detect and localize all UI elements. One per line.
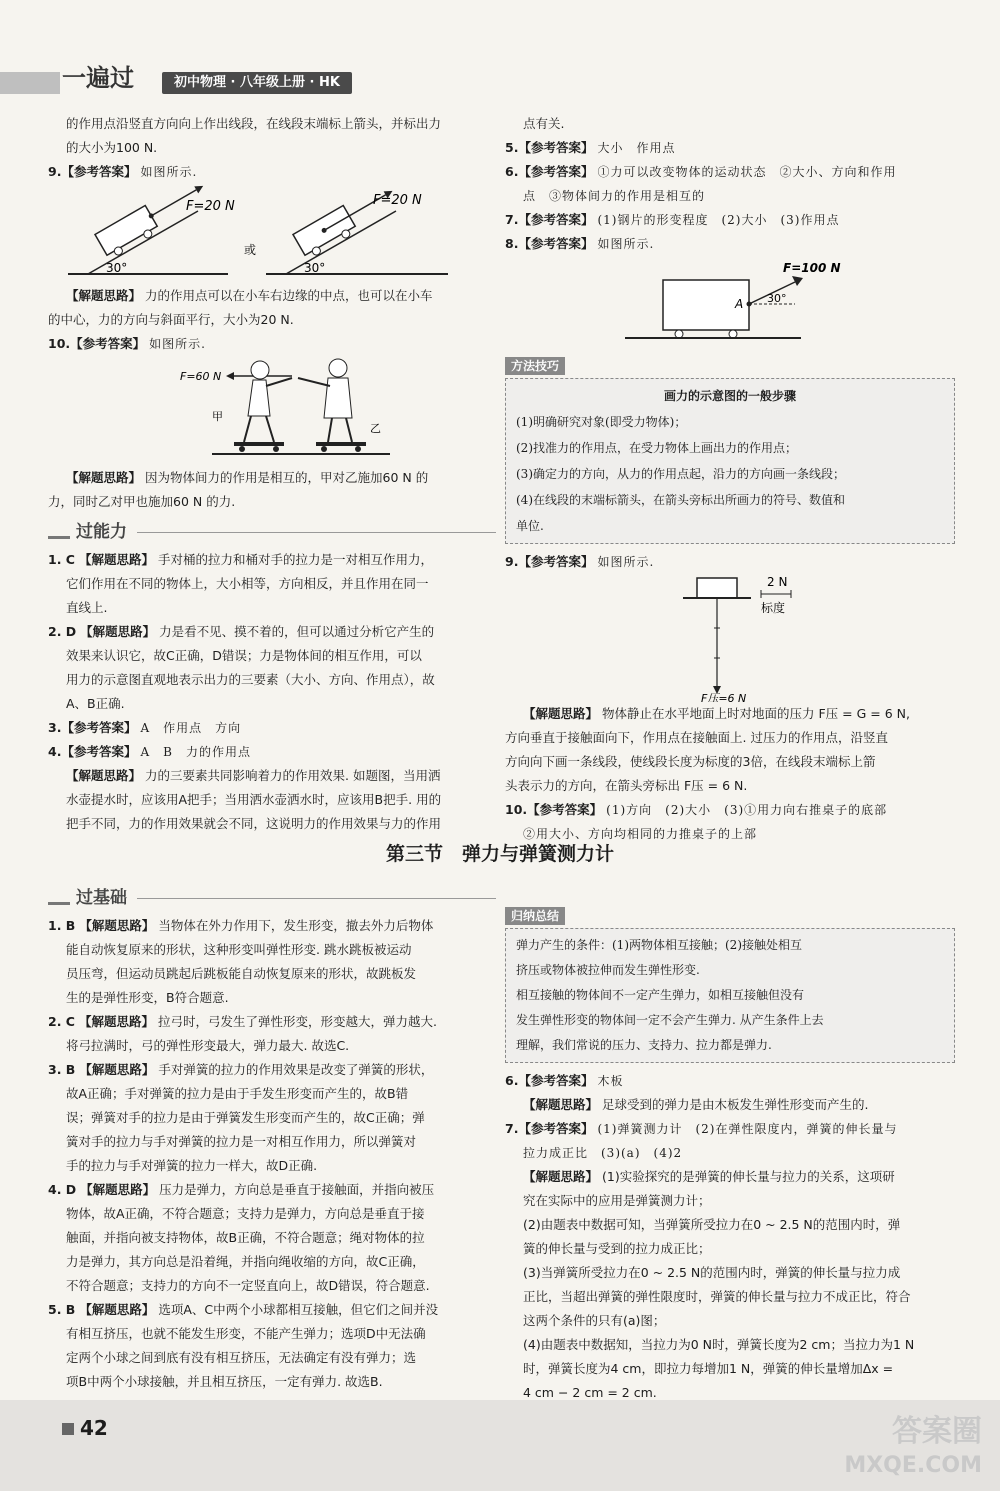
text-line: 这两个条件的只有(a)图；: [523, 1313, 666, 1328]
answer-tag: 【参考答案】: [61, 744, 137, 759]
answer-tag: 【参考答案】: [518, 1073, 594, 1088]
text-line: 点有关.: [523, 116, 565, 131]
figure-label: 2 N: [767, 575, 788, 589]
figure-label: F=20 N: [373, 193, 422, 208]
figure-9-pressure: [505, 574, 955, 702]
analysis-tag: 【解题思路】: [523, 706, 599, 721]
analysis-text: 手对桶的拉力和桶对手的拉力是一对相互作用力，: [157, 552, 433, 567]
analysis-tag: 【解题思路】: [66, 470, 142, 485]
analysis-text: 力是看不见、摸不着的，但可以通过分析它产生的: [159, 624, 435, 639]
tips-item: 单位.: [516, 519, 544, 533]
text-line: 能自动恢复原来的形状，这种形变叫弹性形变. 跳水跳板被运动: [66, 942, 412, 957]
answer-tag: 【参考答案】: [61, 164, 137, 179]
figure-label: 或: [244, 243, 257, 257]
question-number: 2. D: [48, 624, 77, 639]
tips-item: (1)明确研究对象(即受力物体)；: [516, 415, 687, 429]
answer-text: A 作用点 方向: [140, 721, 242, 735]
analysis-tag: 【解题思路】: [523, 1097, 599, 1112]
section-title: 第三节 弹力与弹簧测力计: [385, 843, 614, 865]
figure-8-box: [505, 256, 955, 348]
analysis-tag: 【解题思路】: [79, 1302, 155, 1317]
answer-text: (1)弹簧测力计 (2)在弹性限度内，弹簧的伸长量与: [597, 1122, 898, 1136]
brand-logo: 一遍过: [62, 63, 134, 92]
answer-text: ①力可以改变物体的运动状态 ②大小、方向和作用: [597, 165, 897, 179]
section-heading: 过能力: [48, 520, 496, 544]
answer-tag: 【参考答案】: [518, 1121, 594, 1136]
figure-9-carts: [48, 184, 496, 284]
figure-label: F=100 N: [783, 261, 841, 275]
question-number: 1. B: [48, 918, 76, 933]
figure-label: 乙: [370, 422, 381, 435]
question-number: 5.: [505, 140, 519, 155]
tips-box: [505, 378, 955, 544]
text-line: 4 cm − 2 cm = 2 cm.: [523, 1385, 657, 1400]
figure-label: F=60 N: [180, 370, 222, 383]
text-line: 员压弯，但运动员跳起后跳板能自动恢复原来的形状，故跳板发: [66, 966, 417, 981]
text-line: 它们作用在不同的物体上，大小相等，方向相反，并且作用在同一: [66, 576, 429, 591]
question-number: 9.: [505, 554, 519, 569]
text-line: 方向向下画一条线段，使线段长度为标度的3倍，在线段末端标上箭: [505, 754, 876, 769]
answer-text: 如图所示.: [597, 237, 655, 251]
answer-tag: 【参考答案】: [518, 212, 594, 227]
summary-box: [505, 928, 955, 1063]
header-bar: [0, 72, 60, 94]
analysis-text: 压力是弹力，方向总是垂直于接触面，并指向被压: [159, 1182, 435, 1197]
text-line: 究在实际中的应用是弹簧测力计；: [523, 1193, 711, 1208]
right-column: [505, 116, 955, 846]
answer-tag: 【参考答案】: [527, 802, 603, 817]
text-line: 方向垂直于接触面向下，作用点在接触面上. 过压力的作用点，沿竖直: [505, 730, 888, 745]
text-line: 时，弹簧长度为4 cm，即拉力每增加1 N，弹簧的伸长量增加Δx =: [523, 1361, 894, 1376]
question-number: 4.: [48, 744, 62, 759]
analysis-tag: 【解题思路】: [66, 288, 142, 303]
summary-line: 相互接触的物体间不一定产生弹力，如相互接触但没有: [516, 988, 805, 1002]
page-header: [0, 62, 1000, 102]
text-line: 生的是弹性形变，B符合题意.: [66, 990, 229, 1005]
text-line: (2)由题表中数据可知，当弹簧所受拉力在0 ~ 2.5 N的范围内时，弹: [523, 1217, 901, 1232]
analysis-text: 足球受到的弹力是由木板发生弹性形变而产生的.: [602, 1097, 869, 1112]
text-line: 有相互挤压，也就不能发生形变，不能产生弹力；选项D中无法确: [66, 1326, 426, 1341]
text-line: (4)由题表中数据知，当拉力为0 N时，弹簧长度为2 cm；当拉力为1 N: [523, 1337, 915, 1352]
page-number: 42: [62, 1416, 108, 1440]
text-line: 效果来认识它，故C正确，D错误；力是物体间的相互作用，可以: [66, 648, 422, 663]
figure-label: A: [735, 297, 744, 311]
analysis-text: 手对弹簧的拉力的作用效果是改变了弹簧的形状，: [158, 1062, 434, 1077]
analysis-tag: 【解题思路】: [79, 1062, 155, 1077]
analysis-text: 拉弓时，弓发生了弹性形变，形变越大，弹力越大.: [157, 1014, 437, 1029]
analysis-tag: 【解题思路】: [80, 624, 156, 639]
figure-label: F压=6 N: [701, 692, 747, 702]
answer-tag: 【参考答案】: [70, 336, 146, 351]
text-line: 直线上.: [66, 600, 108, 615]
right-column-2: [505, 904, 955, 1453]
figure-label: 30°: [767, 292, 787, 305]
summary-line: 发生弹性形变的物体间一定不会产生弹力. 从产生条件上去: [516, 1013, 824, 1027]
text-line: 点 ③物体间力的作用是相互的: [523, 189, 706, 203]
text-line: 项B中两个小球接触，并且相互挤压，一定有弹力. 故选B.: [66, 1374, 383, 1389]
text-line: 定两个小球之间到底有没有相互挤压，无法确定有没有弹力；选: [66, 1350, 417, 1365]
text-line: 正比，当超出弹簧的弹性限度时，弹簧的伸长量与拉力不成正比，符合: [523, 1289, 911, 1304]
text-line: 手的拉力与手对弹簧的拉力一样大，故D正确.: [66, 1158, 318, 1173]
analysis-tag: 【解题思路】: [78, 1014, 154, 1029]
answer-text: (1)钢片的形变程度 (2)大小 (3)作用点: [597, 213, 840, 227]
text-line: 物体，故A正确，不符合题意；支持力是弹力，方向总是垂直于接: [66, 1206, 425, 1221]
analysis-tag: 【解题思路】: [80, 1182, 156, 1197]
answer-text: (1)方向 (2)大小 (3)①用力向右推桌子的底部: [606, 803, 888, 817]
question-number: 5. B: [48, 1302, 76, 1317]
figure-label: 甲: [212, 410, 223, 423]
question-number: 10.: [505, 802, 528, 817]
analysis-text: 物体静止在水平地面上时对地面的压力 F压 = G = 6 N,: [602, 706, 910, 721]
answer-text: 如图所示.: [597, 555, 655, 569]
section-heading: 过基础: [48, 886, 496, 910]
figure-label: 30°: [304, 261, 326, 275]
analysis-text: 力的作用点可以在小车右边缘的中点，也可以在小车: [145, 288, 433, 303]
question-number: 2. C: [48, 1014, 75, 1029]
text-line: 水壶提水时，应该用A把手；当用洒水壶洒水时，应该用B把手. 用的: [66, 792, 442, 807]
figure-label: 标度: [761, 601, 786, 615]
text-line: 头表示力的方向，在箭头旁标出 F压 = 6 N.: [505, 778, 748, 793]
figure-10-skaters: [48, 356, 496, 466]
answer-tag: 【参考答案】: [518, 554, 594, 569]
text-line: 力，同时乙对甲也施加60 N 的力.: [48, 494, 236, 509]
tips-item: (3)确定力的方向，从力的作用点起，沿力的方向画一条线段；: [516, 467, 846, 481]
text-line: 的作用点沿竖直方向向上作出线段，在线段末端标上箭头，并标出力: [66, 116, 442, 131]
analysis-tag: 【解题思路】: [78, 552, 154, 567]
text-line: ②用大小、方向均相同的力推桌子的上部: [523, 827, 758, 841]
text-line: 的中心，力的方向与斜面平行，大小为20 N.: [48, 312, 294, 327]
figure-label: 30°: [106, 261, 128, 275]
question-number: 3. B: [48, 1062, 76, 1077]
summary-line: 理解，我们常说的压力、支持力、拉力都是弹力.: [516, 1038, 772, 1052]
question-number: 6.: [505, 164, 519, 179]
figure-label: F=20 N: [186, 199, 235, 214]
answer-text: 如图所示.: [140, 165, 198, 179]
analysis-text: 因为物体间力的作用是相互的，甲对乙施加60 N 的: [145, 470, 429, 485]
answer-tag: 【参考答案】: [61, 720, 137, 735]
left-column-2: [48, 880, 496, 1394]
text-line: 力是弹力，其方向总是沿着绳，并指向绳收缩的方向，故C正确，: [66, 1254, 425, 1269]
analysis-text: 力的三要素共同影响着力的作用效果. 如题图，当用洒: [145, 768, 441, 783]
analysis-tag: 【解题思路】: [79, 918, 155, 933]
analysis-tag: 【解题思路】: [523, 1169, 599, 1184]
analysis-text: 当物体在外力作用下，发生形变，撤去外力后物体: [158, 918, 434, 933]
tips-title: 画力的示意图的一般步骤: [663, 389, 796, 403]
series-label: 初中物理 · 八年级上册 · HK: [162, 72, 352, 94]
tips-item: (4)在线段的末端标箭头，在箭头旁标出所画力的符号、数值和: [516, 493, 846, 507]
analysis-text: (1)实验探究的是弹簧的伸长量与拉力的关系，这项研: [602, 1169, 895, 1184]
answer-text: A B 力的作用点: [140, 745, 251, 759]
text-line: 故A正确；手对弹簧的拉力是由于手发生形变而产生的，故B错: [66, 1086, 409, 1101]
text-line: 将弓拉满时，弓的弹性形变最大，弹力最大. 故选C.: [66, 1038, 350, 1053]
question-number: 6.: [505, 1073, 519, 1088]
question-number: 9.: [48, 164, 62, 179]
summary-line: 挤压或物体被拉伸而发生弹性形变.: [516, 963, 700, 977]
question-number: 7.: [505, 212, 519, 227]
watermark: 答案圈 MXQE.COM: [844, 1414, 982, 1478]
text-line: 簧的伸长量与受到的拉力成正比；: [523, 1241, 711, 1256]
text-line: (3)当弹簧所受拉力在0 ~ 2.5 N的范围内时，弹簧的伸长量与拉力成: [523, 1265, 901, 1280]
tips-label: 方法技巧: [505, 357, 565, 375]
text-line: 用力的示意图直观地表示出力的三要素（大小、方向、作用点），故: [66, 672, 435, 687]
question-number: 10.: [48, 336, 71, 351]
text-line: 的大小为100 N.: [66, 140, 158, 155]
text-line: 触面，并指向被支持物体，故B正确，不符合题意；绳对物体的拉: [66, 1230, 425, 1245]
answer-tag: 【参考答案】: [518, 236, 594, 251]
left-column: [48, 112, 496, 836]
text-line: 误；弹簧对手的拉力是由于弹簧发生形变而产生的，故C正确；弹: [66, 1110, 425, 1125]
answer-text: 大小 作用点: [597, 141, 676, 155]
answer-tag: 【参考答案】: [518, 140, 594, 155]
text-line: 拉力成正比 (3)(a) (4)2: [523, 1146, 683, 1160]
text-line: A、B正确.: [66, 696, 125, 711]
question-number: 8.: [505, 236, 519, 251]
analysis-text: 选项A、C中两个小球都相互接触，但它们之间并没: [158, 1302, 439, 1317]
text-line: 不符合题意；支持力的方向不一定竖直向上，故D错误，符合题意.: [66, 1278, 430, 1293]
answer-text: 如图所示.: [149, 337, 206, 351]
answer-text: 木板: [597, 1074, 624, 1088]
tips-item: (2)找准力的作用点，在受力物体上画出力的作用点；: [516, 441, 798, 455]
summary-line: 弹力产生的条件：(1)两物体相互接触；(2)接触处相互: [516, 938, 802, 952]
question-number: 1. C: [48, 552, 75, 567]
summary-label: 归纳总结: [505, 907, 565, 925]
question-number: 4. D: [48, 1182, 77, 1197]
question-number: 7.: [505, 1121, 519, 1136]
analysis-tag: 【解题思路】: [66, 768, 142, 783]
text-line: 把手不同，力的作用效果就会不同，这说明力的作用效果与力的作用: [66, 816, 442, 831]
answer-tag: 【参考答案】: [518, 164, 594, 179]
question-number: 3.: [48, 720, 62, 735]
text-line: 簧对手的拉力与手对弹簧的拉力是一对相互作用力，所以弹簧对: [66, 1134, 417, 1149]
